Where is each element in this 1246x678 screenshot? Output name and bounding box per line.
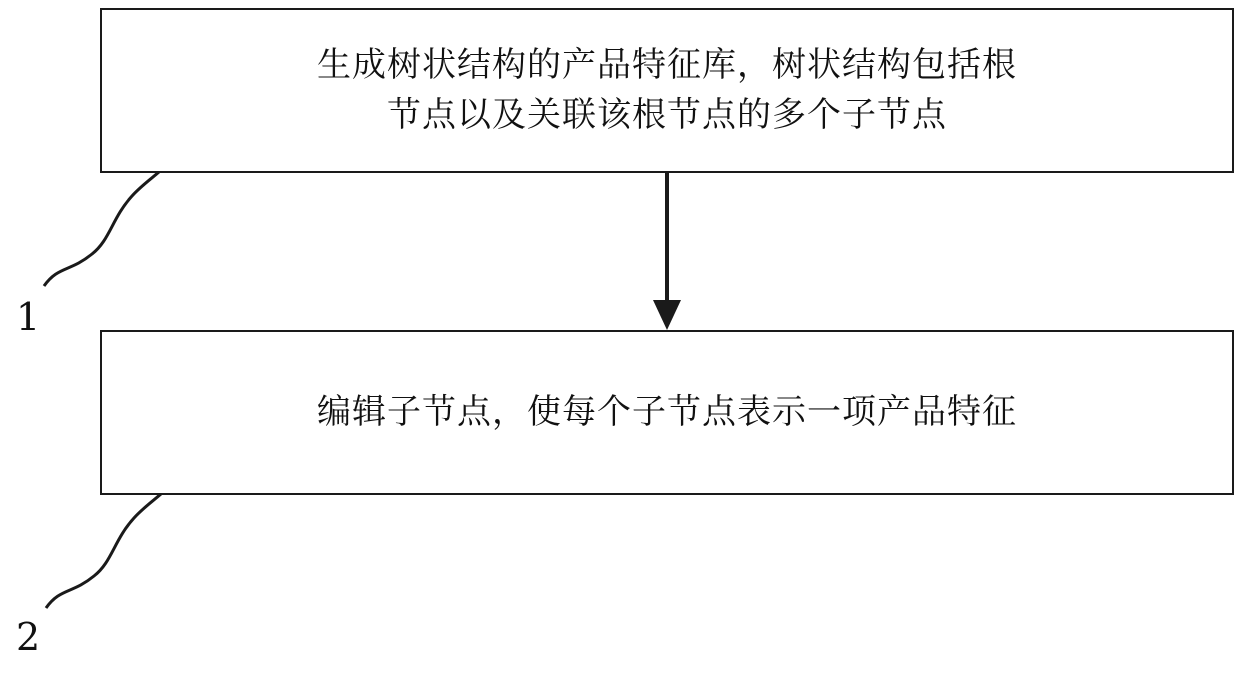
step-number-label-1: 1 [16, 295, 41, 339]
step-number-label-2: 2 [16, 615, 41, 659]
process-step-2 [100, 330, 1234, 495]
process-step-1 [100, 8, 1234, 173]
connector-arrow-step1-step2 [653, 173, 681, 330]
process-step-2-label: 编辑子节点，使每个子节点表示一项产品特征 [317, 391, 1017, 432]
process-step-1-label: 生成树状结构的产品特征库，树状结构包括根 节点以及关联该根节点的多个子节点 [317, 45, 1017, 135]
